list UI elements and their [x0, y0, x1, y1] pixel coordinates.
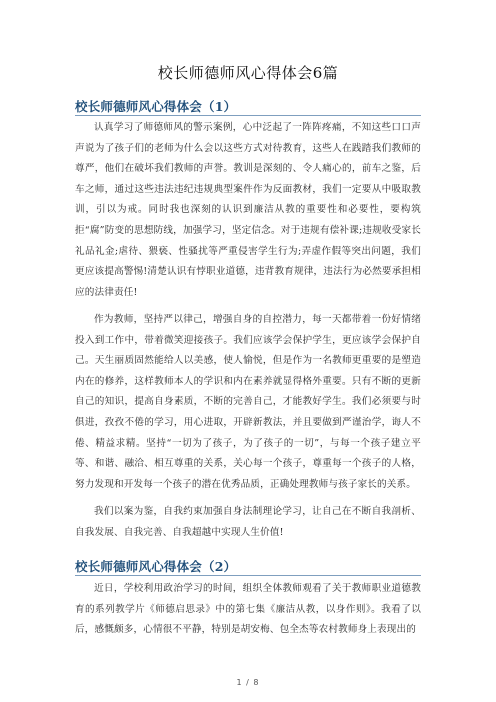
section-divider [75, 115, 421, 116]
paragraph-1-2: 作为教师，坚持严以律己，增强自身的自控潜力，每一天都带着一份好情绪投入到工作中，带着微笑迎接孩子。我们应该学会保护学生，更应该学会保护自己。天生丽质固然能给人以美感，使人愉悦，但是作为一名教师更重要的是塑造内在的修养，这样教师本人的学识和内在素养就显得格外重要。只有不断的更新自己的知识，提高自身素质，不断的完善自己，才能教好学生。我们必须要与时俱进，孜孜不倦的学习，用心进取，开辟新教法，并且要做到严谨治学，诲人不倦、精益求精。坚持“一切为了孩子，为了孩子的一切”，与每一个孩子建立平等、和谐、融洽、相互尊重的关系，关心每一个孩子，尊重每一个孩子的人格，努力发现和开发每一个孩子的潜在优秀品质，正确处理教师与孩子家长的关系。 [75, 314, 421, 490]
paragraph-2-1: 近日，学校利用政治学习的时间，组织全体教师观看了关于教师职业道德教育的系列教学片《师德启思录》中的第七集《廉洁从教，以身作则》。我看了以后，感慨颇多，心情很不平静，特别是胡安梅、包全杰等农村教师身上表现出的 [75, 583, 421, 636]
section-divider [75, 575, 421, 576]
paragraph-1-3: 我们以案为鉴，自我约束加强自身法制理论学习，让自己在不断自我剖析、自我发展、自我完善、自我超越中实现人生价值! [75, 506, 421, 538]
section-heading-1: 校长师德师风心得体会（1） [75, 99, 237, 114]
document-title: 校长师德师风心得体会6篇 [157, 64, 339, 82]
paragraph-1-1: 认真学习了师德师风的警示案例，心中泛起了一阵阵疼痛，不知这些口口声声说为了孩子们的老师为什么会以这些方式对待教育，这些人在践踏我们教师的尊严，他们在破坏我们教师的声誉。教训是深刻的、令人痛心的，前车之鉴，后车之师，通过这些违法违纪违规典型案件作为反面教材，我们一定要从中吸取教训，引以为戒。同时我也深刻的认识到廉洁从教的重要性和必要性，要构筑拒“腐”防变的思想防线，加强学习，坚定信念。对于违规有偿补课;违规收受家长礼品礼金;虐待、猥亵、性骚扰等严重侵害学生行为;弄虚作假等突出问题，我们更应该提高警惕!清楚认识有悖职业道德，违背教育规律，违法行为必然要承担相应的法律责任! [75, 122, 421, 298]
section-heading-2: 校长师德师风心得体会（2） [75, 559, 237, 574]
page-indicator: 1 / 8 [236, 678, 260, 687]
